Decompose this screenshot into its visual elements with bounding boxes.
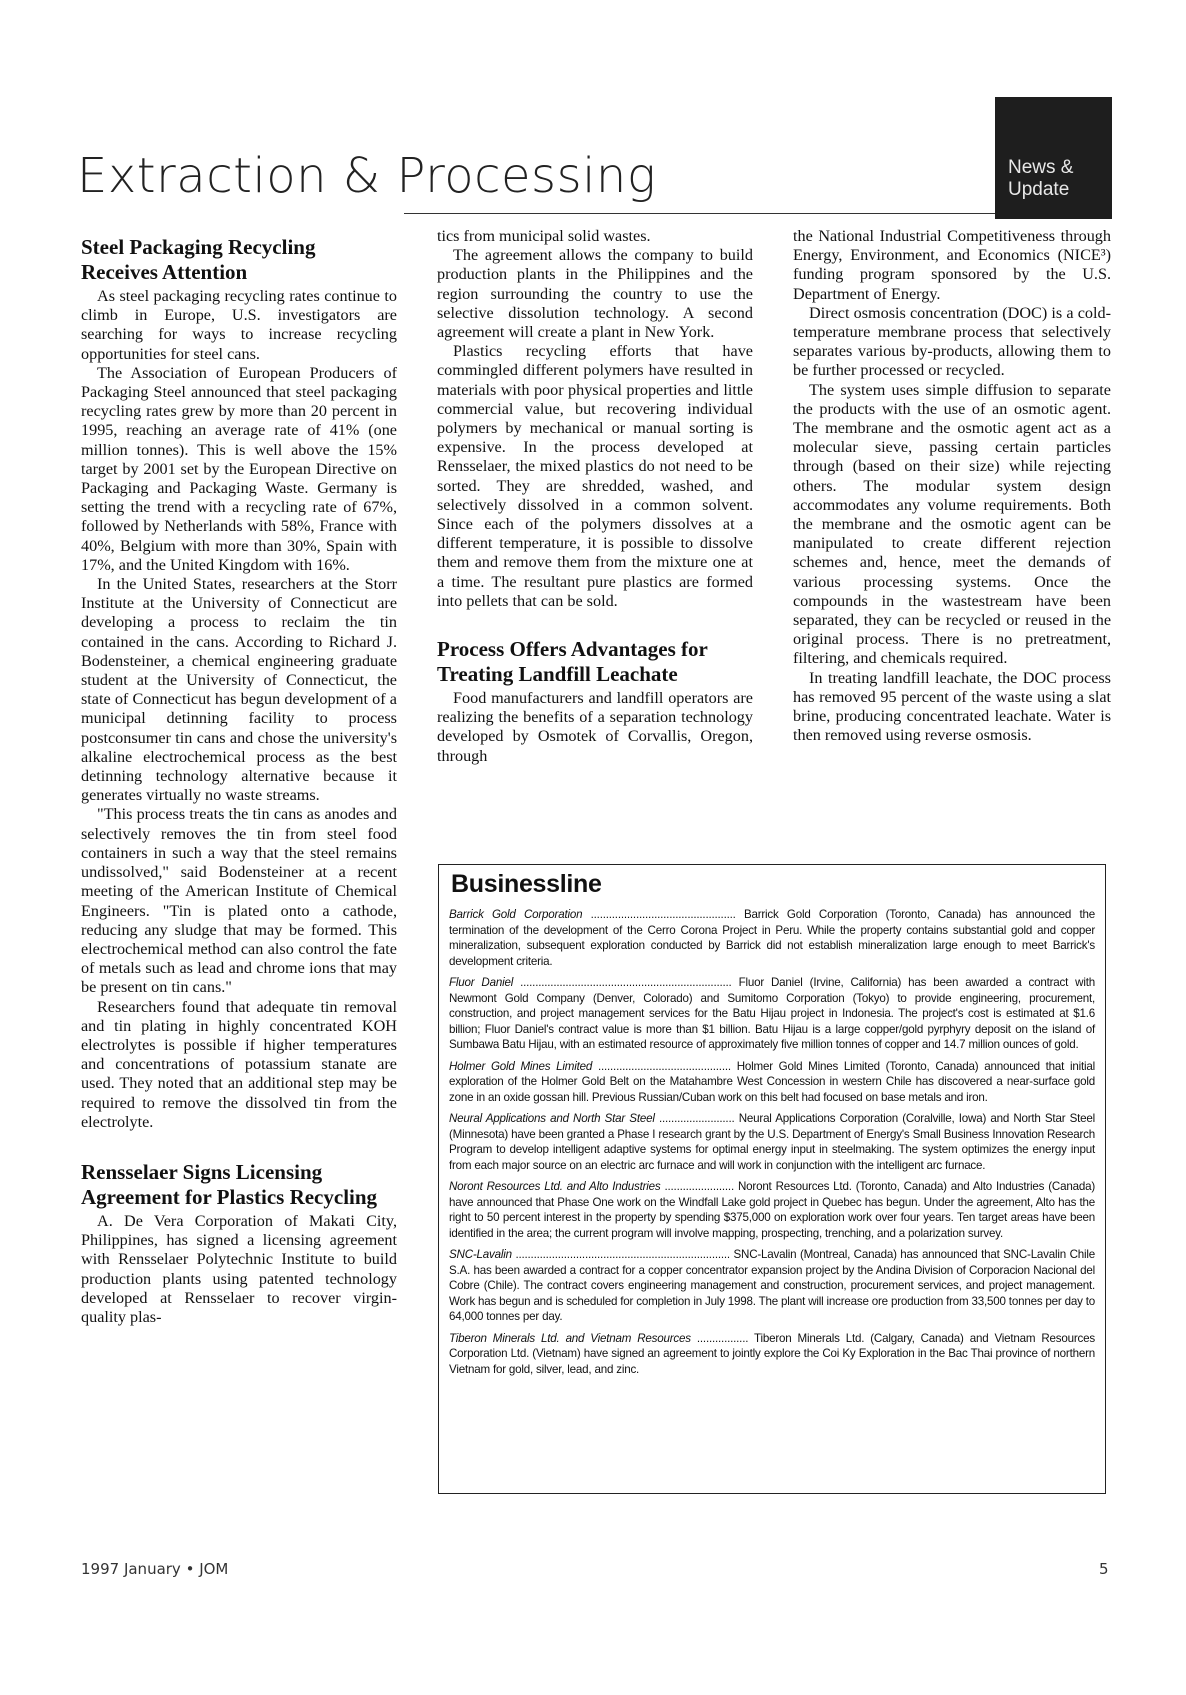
steel-paragraph: In the United States, researchers at the Storr Institute at the University of Connecticut are developing a process to reclaim the tin contained in the cans. According to Richard J. Bodensteiner, a chemical engineering graduate student at the University of Connecticut, the state of Connecticut has begun development of a municipal detinning facility to process postconsumer tin cans and chose the university's alkaline electrochemical process as the best detinning technology alternative because it generates virtually no waste streams. xyxy=(81,575,397,805)
businessline-entry xyxy=(449,1179,1095,1241)
entry-text: Holmer Gold Mines Limited (Toronto, Canada) announced that initial exploration of the Holmer Gold Belt on the Matahambre West Concession in western Chile has discovered a near-surface gold zone in an oxide gossan hill. Previous Russian/Cuban work on this belt had focused on base metals and iron. xyxy=(449,1059,1095,1104)
column-2 xyxy=(437,227,753,766)
title-rule xyxy=(404,213,1018,214)
news-update-badge xyxy=(995,97,1112,219)
entry-company: Tiberon Minerals Ltd. and Vietnam Resources xyxy=(449,1331,691,1345)
steel-paragraph: "This process treats the tin cans as anodes and selectively removes the tin from steel food containers in such a way that the steel remains undissolved," said Bodensteiner at a recent meeting of the American Institute of Chemical Engineers. "Tin is plated onto a cathode, reducing any sludge that may be formed. This electrochemical method can also control the fate of metals such as lead and chrome ions that may be present on tin cans." xyxy=(81,805,397,997)
entry-text: Noront Resources Ltd. (Toronto, Canada) and Alto Industries (Canada) have announced that Phase One work on the Windfall Lake gold project in Quebec has begun. Under the agreement, Alto has the right to 50 percent interest in the property by spending $375,000 on exploration work over four years. Ten target areas have been identified in the area; the current program will involve mapping, prospecting, trenching, and a polarization survey. xyxy=(449,1180,1095,1240)
leachate-paragraph: Direct osmosis concentration (DOC) is a cold-temperature membrane process that selectively separates various by-products, allowing them to be further processed or recycled. xyxy=(793,303,1111,380)
businessline-entry xyxy=(449,1331,1095,1378)
page-number: 5 xyxy=(1099,1560,1109,1578)
column-3 xyxy=(793,227,1111,745)
entry-text: Fluor Daniel (Irvine, California) has been awarded a contract with Newmont Gold Company (Denver, Colorado) and Sumitomo Corporation (Tokyo) to provide engineering, procurement, construction, and project management services for the Batu Hijau project in Indonesia. The project's cost is estimated at $1.6 billion; Fluor Daniel's contract value is more than $1 billion. Batu Hijau is a large copper/gold pyrphyry deposit on the island of Sumbawa Batu Hijau, with an estimated resource of approximately five million tonnes of copper and 14.7 million ounces of gold. xyxy=(449,976,1095,1051)
steel-heading: Steel Packaging Recycling Receives Attention xyxy=(81,235,316,284)
businessline-entry xyxy=(449,1247,1095,1325)
entry-leader-dots: ......................... xyxy=(658,1112,735,1125)
footer-issue: 1997 January • JOM xyxy=(81,1560,229,1578)
rensselaer-paragraph: Plastics recycling efforts that have commingled different polymers have resulted in materials with poor physical properties and little commercial value, but recovering individual polymers by mechanical or manual sorting is expensive. In the process developed at Rensselaer, the mixed plastics do not need to be sorted. They are shredded, washed, and selectively dissolved in a common solvent. Since each of the polymers dissolves at a different temperature, it is possible to dissolve them and remove them from the mixture one at a time. The resultant pure plastics are formed into pellets that can be sold. xyxy=(437,342,753,610)
column-1 xyxy=(81,235,397,1327)
entry-company: Fluor Daniel xyxy=(449,976,514,989)
entry-company: Noront Resources Ltd. and Alto Industries xyxy=(449,1180,661,1193)
businessline-entry xyxy=(449,1059,1095,1106)
leachate-paragraph: The system uses simple diffusion to separate the products with the use of an osmotic agent. The membrane and the osmotic agent act as a molecular sieve, passing certain particles through (based on their size) while rejecting others. The modular system design accommodates any volume requirements. Both the membrane and the osmotic agent can be manipulated to create different rejection schemes and, hence, meet the demands of various processing systems. Once the compounds in the wastestream have been separated, they can be recycled or reused in the original process. There is no pretreatment, filtering, and chemicals required. xyxy=(793,380,1111,668)
businessline-entry xyxy=(449,1111,1095,1173)
entry-company: Barrick Gold Corporation xyxy=(449,908,583,921)
entry-leader-dots: ....................... xyxy=(664,1180,734,1193)
steel-paragraph: The Association of European Producers of Packaging Steel announced that steel packaging recycling rates grew by more than 20 percent in 1995, reaching an average rate of 41% (one million tonnes). This is well above the 15% target by 2001 set by the European Directive on Packaging and Packaging Waste. Germany is setting the trend with a recycling rate of 67%, followed by Netherlands with 58%, France with 40%, Belgium with more than 30%, Spain with 17%, and the United Kingdom with 16%. xyxy=(81,363,397,574)
entry-text: Neural Applications Corporation (Coralville, Iowa) and North Star Steel (Minnesota) have been granted a Phase I research grant by the U.S. Department of Energy's Small Business Innovation Research Program to develop intelligent adaptive systems for optimal energy input in steelmaking. The system optimizes the energy input from each major source on an electric arc furnace and will work in conjunction with the intelligent arc furnace. xyxy=(449,1112,1096,1172)
leachate-paragraph: In treating landfill leachate, the DOC process has removed 95 percent of the waste using a slat brine, producing concentrated leachate. Water is then removed using reverse osmosis. xyxy=(793,668,1111,745)
entry-text: Barrick Gold Corporation (Toronto, Canada) has announced the termination of the development of the Cerro Corona Project in Peru. While the property contains substantial gold and copper mineralization, subsequent exploration conducted by Barrick did not establish mineralization large enough to meet Barrick's development criteria. xyxy=(449,908,1095,968)
entry-text: SNC-Lavalin (Montreal, Canada) has announced that SNC-Lavalin Chile S.A. has been awarded a contract for a copper concentrator expansion project by the Andina Division of Corporacion Nacional del Cobre (Chile). The contract covers engineering management and construction, procurement services, and project management. Work has begun and is scheduled for completion in July 1998. The plant will increase ore production from 33,500 tonnes per day to 64,000 tonnes per day. xyxy=(449,1248,1095,1323)
businessline-entry xyxy=(449,907,1095,969)
entry-company: SNC-Lavalin xyxy=(449,1248,512,1261)
leachate-heading: Process Offers Advantages for Treating Landfill Leachate xyxy=(437,637,708,687)
entry-text: Tiberon Minerals Ltd. (Calgary, Canada) and Vietnam Resources Corporation Ltd. (Vietnam) have signed an agreement to jointly explore the Coi Ky Exploration in the Bac Thai province of northern Vietnam for gold, silver, lead, and zinc. xyxy=(449,1331,1095,1376)
businessline-title: Businessline xyxy=(451,870,602,898)
rensselaer-heading: Rensselaer Signs Licensing Agreement for Plastics Recycling xyxy=(81,1159,378,1209)
entry-company: Holmer Gold Mines Limited xyxy=(449,1059,593,1073)
entry-leader-dots: ................. xyxy=(696,1331,749,1345)
businessline-entry xyxy=(449,975,1095,1053)
leachate-continued: the National Industrial Competitiveness through Energy, Environment, and Economics (NICE³) funding program sponsored by the U.S. Department of Energy. xyxy=(793,227,1111,303)
rensselaer-paragraph: The agreement allows the company to build production plants in the Philippines and the region surrounding the country to use the selective dissolution technology. A second agreement will create a plant in New York. xyxy=(437,246,753,342)
steel-paragraph: As steel packaging recycling rates continue to climb in Europe, U.S. investigators are searching for ways to increase recycling opportunities for steel cans. xyxy=(81,287,397,363)
entry-leader-dots: ................................................ xyxy=(590,908,736,921)
entry-leader-dots: ............................................ xyxy=(597,1059,731,1073)
news-update-label: News & Update xyxy=(1008,157,1074,200)
steel-paragraph: Researchers found that adequate tin removal and tin plating in highly concentrated KOH electrolytes is possible if higher temperatures and concentrations of potassium stanate are used. They noted that an additional step may be required to remove the dissolved tin from the electrolyte. xyxy=(81,997,397,1131)
rensselaer-continued: tics from municipal solid wastes. xyxy=(437,227,651,245)
entry-leader-dots: ...................................................................... xyxy=(520,976,732,989)
entry-company: Neural Applications and North Star Steel xyxy=(449,1112,655,1125)
leachate-paragraph: Food manufacturers and landfill operators are realizing the benefits of a separation technology developed by Osmotek of Corvallis, Oregon, through xyxy=(437,689,753,765)
rensselaer-paragraph: A. De Vera Corporation of Makati City, Philippines, has signed a licensing agreement with Rensselaer Polytechnic Institute to build production plants using patented technology developed at Rensselaer to recover virgin-quality plas- xyxy=(81,1211,397,1326)
businessline-box xyxy=(438,864,1106,1494)
page-title: Extraction & Processing xyxy=(77,148,657,204)
entry-leader-dots: ....................................................................... xyxy=(515,1248,730,1261)
